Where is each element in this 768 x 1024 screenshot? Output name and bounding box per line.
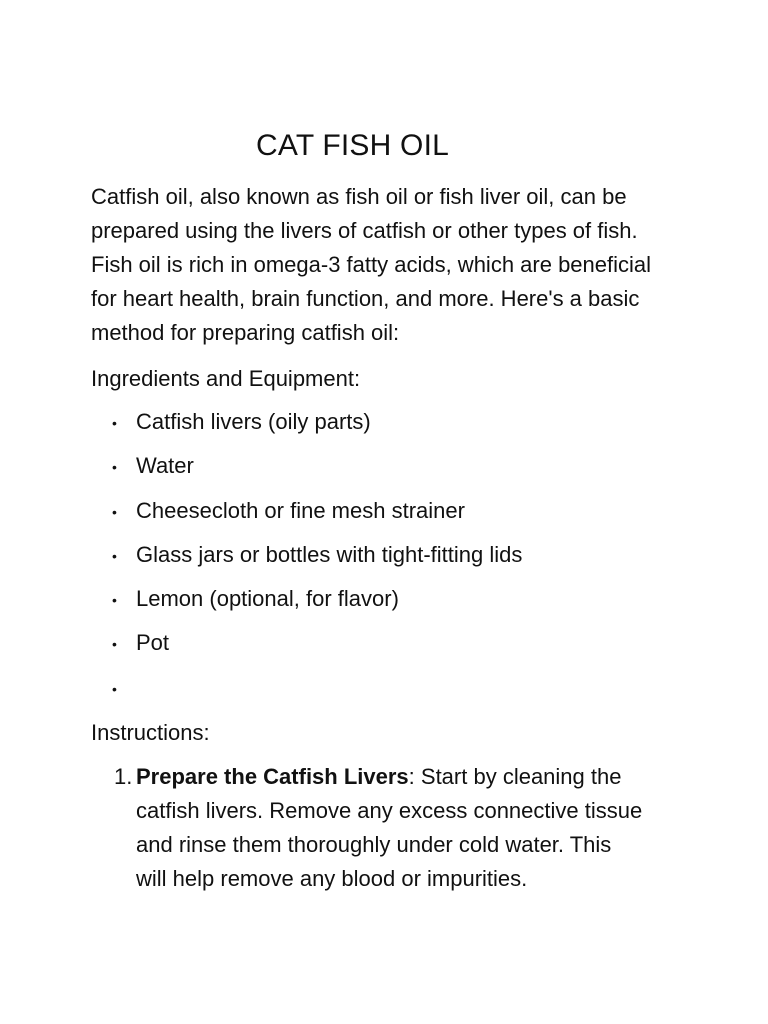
step-text: : Start by cleaning the xyxy=(408,764,622,789)
intro-line: Fish oil is rich in omega-3 fatty acids, which are beneficial xyxy=(91,252,652,277)
step-line xyxy=(136,760,696,794)
ingredient-text: Lemon (optional, for flavor) xyxy=(136,586,399,612)
bullet-icon: • xyxy=(112,547,117,564)
intro-line: Catfish oil, also known as fish oil or fish liver oil, can be xyxy=(91,184,627,209)
step-number: 1. xyxy=(114,764,133,789)
step-body xyxy=(136,760,696,896)
bullet-icon: • xyxy=(112,680,117,697)
ingredient-text: Water xyxy=(136,453,194,479)
intro-line: for heart health, brain function, and more. Here's a basic xyxy=(91,286,640,311)
step-line: will help remove any blood or impurities. xyxy=(136,866,528,891)
ingredients-heading: Ingredients and Equipment: xyxy=(91,366,361,391)
bullet-icon: • xyxy=(112,415,117,431)
step-line: catfish livers. Remove any excess connective tissue xyxy=(136,798,643,823)
ingredient-text: Glass jars or bottles with tight-fitting lids xyxy=(136,541,523,567)
document-title: CAT FISH OIL xyxy=(256,129,449,162)
intro-line: prepared using the livers of catfish or other types of fish. xyxy=(91,218,638,243)
ingredient-text: Catfish livers (oily parts) xyxy=(136,409,371,434)
intro-paragraph xyxy=(91,180,691,350)
step-line: and rinse them thoroughly under cold water. This xyxy=(136,832,612,857)
bullet-icon: • xyxy=(112,503,117,520)
instructions-heading: Instructions: xyxy=(91,720,210,745)
bullet-icon: • xyxy=(112,459,117,476)
ingredient-text: Cheesecloth or fine mesh strainer xyxy=(136,497,465,523)
bullet-icon: • xyxy=(112,592,117,609)
step-title: Prepare the Catfish Livers xyxy=(136,764,409,789)
bullet-icon: • xyxy=(112,636,117,653)
ingredient-text: Pot xyxy=(136,630,170,656)
intro-line: method for preparing catfish oil: xyxy=(91,320,400,345)
